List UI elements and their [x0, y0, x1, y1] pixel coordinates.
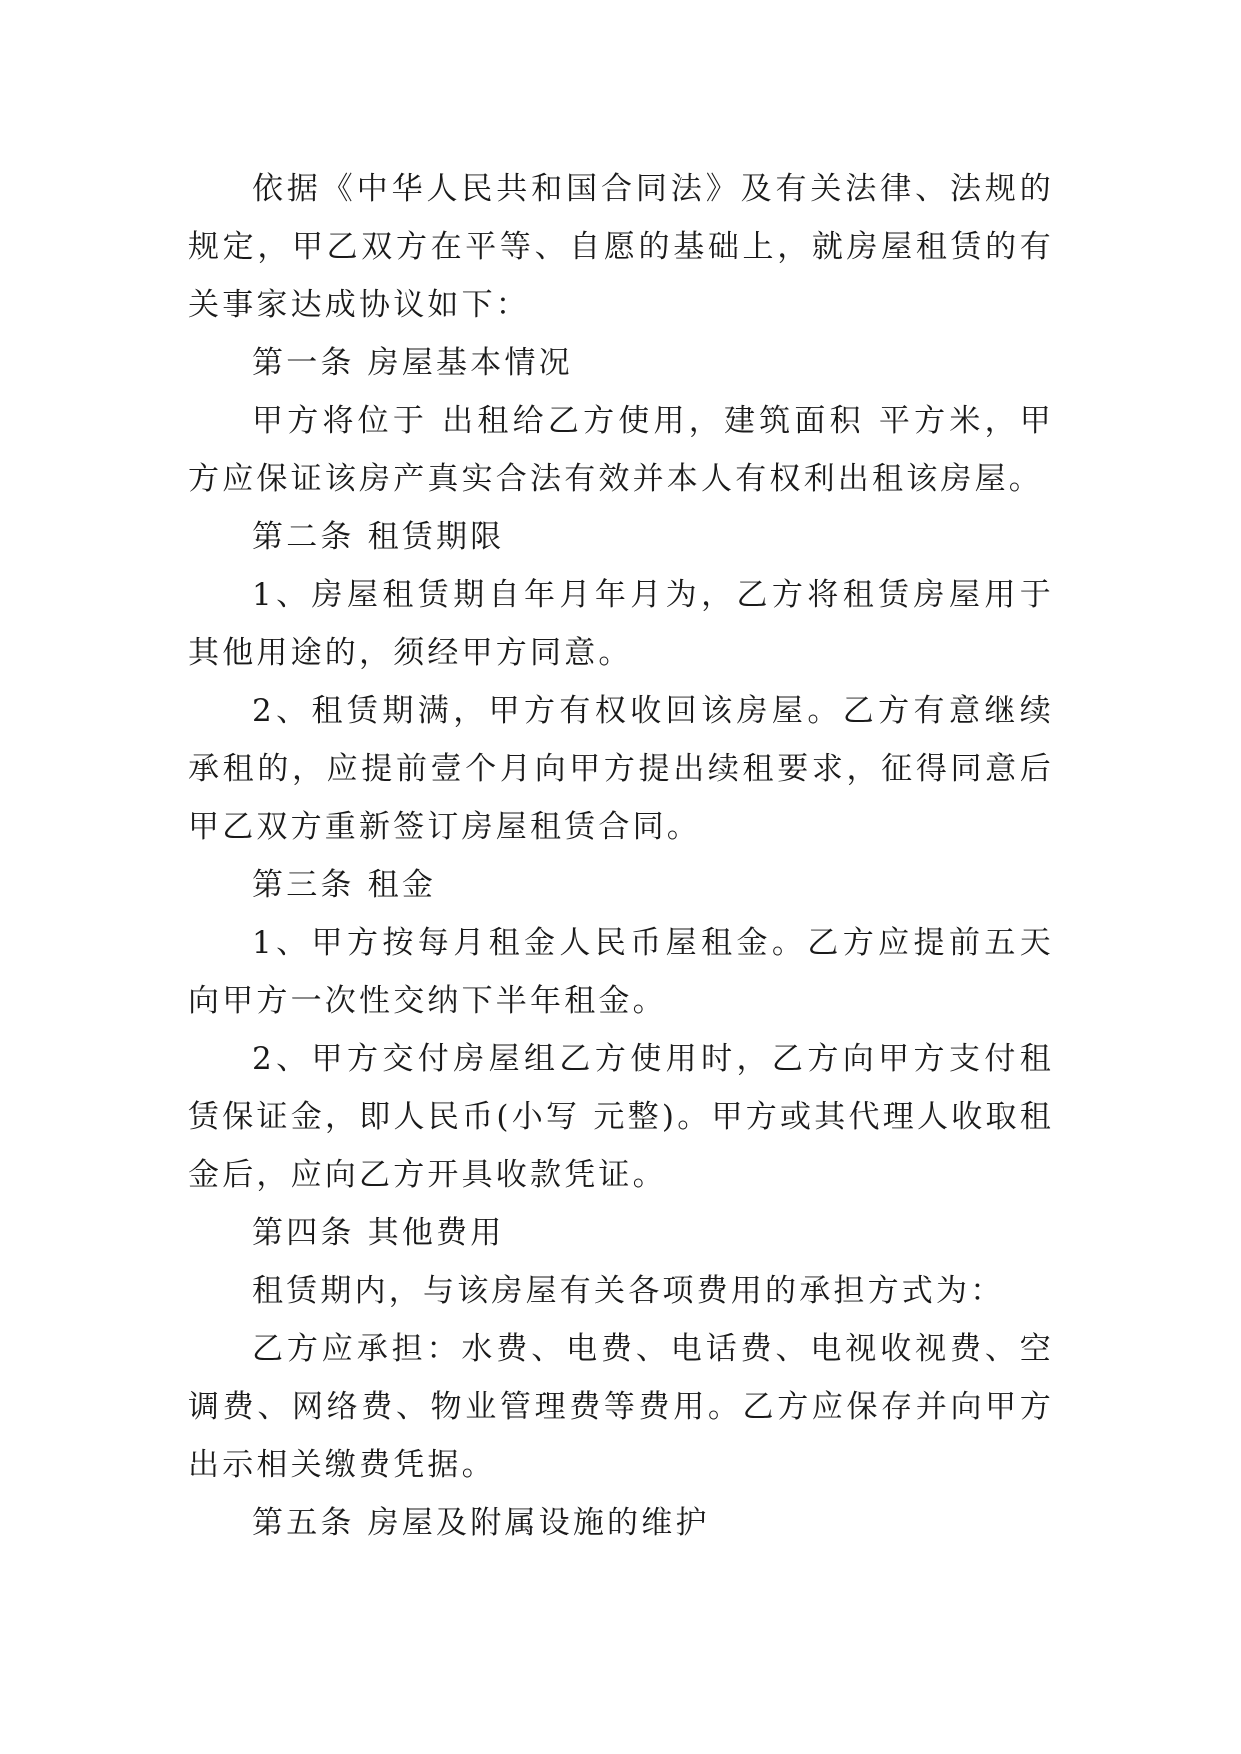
article-2-heading: 第二条 租赁期限 — [252, 519, 505, 555]
article-3-clause-1: 1、甲方按每月租金人民币屋租金。乙方应提前五天向甲方一次性交纳下半年租金。 — [188, 925, 1054, 1019]
document-body — [188, 160, 1054, 1552]
article-2-clause-1: 1、房屋租赁期自年月年月为，乙方将租赁房屋用于其他用途的，须经甲方同意。 — [188, 577, 1054, 671]
preamble-paragraph: 依据《中华人民共和国合同法》及有关法律、法规的规定，甲乙双方在平等、自愿的基础上，就房屋租赁的有关事家达成协议如下： — [188, 171, 1054, 323]
article-1-heading: 第一条 房屋基本情况 — [252, 345, 573, 381]
article-3-clause-2: 2、甲方交付房屋组乙方使用时，乙方向甲方支付租赁保证金，即人民币(小写 元整)。甲方或其代理人收取租金后，应向乙方开具收款凭证。 — [188, 1041, 1054, 1193]
article-4-paragraph-2: 乙方应承担：水费、电费、电话费、电视收视费、空调费、网络费、物业管理费等费用。乙方应保存并向甲方出示相关缴费凭据。 — [188, 1331, 1054, 1483]
article-3-heading: 第三条 租金 — [252, 867, 437, 903]
article-1-paragraph: 甲方将位于 出租给乙方使用，建筑面积 平方米，甲方应保证该房产真实合法有效并本人有权利出租该房屋。 — [188, 403, 1054, 497]
article-2-clause-2: 2、租赁期满，甲方有权收回该房屋。乙方有意继续承租的，应提前壹个月向甲方提出续租要求，征得同意后甲乙双方重新签订房屋租赁合同。 — [188, 693, 1054, 845]
article-4-heading: 第四条 其他费用 — [252, 1215, 505, 1251]
article-5-heading: 第五条 房屋及附属设施的维护 — [252, 1505, 710, 1541]
article-4-paragraph-1: 租赁期内，与该房屋有关各项费用的承担方式为： — [252, 1273, 1005, 1309]
